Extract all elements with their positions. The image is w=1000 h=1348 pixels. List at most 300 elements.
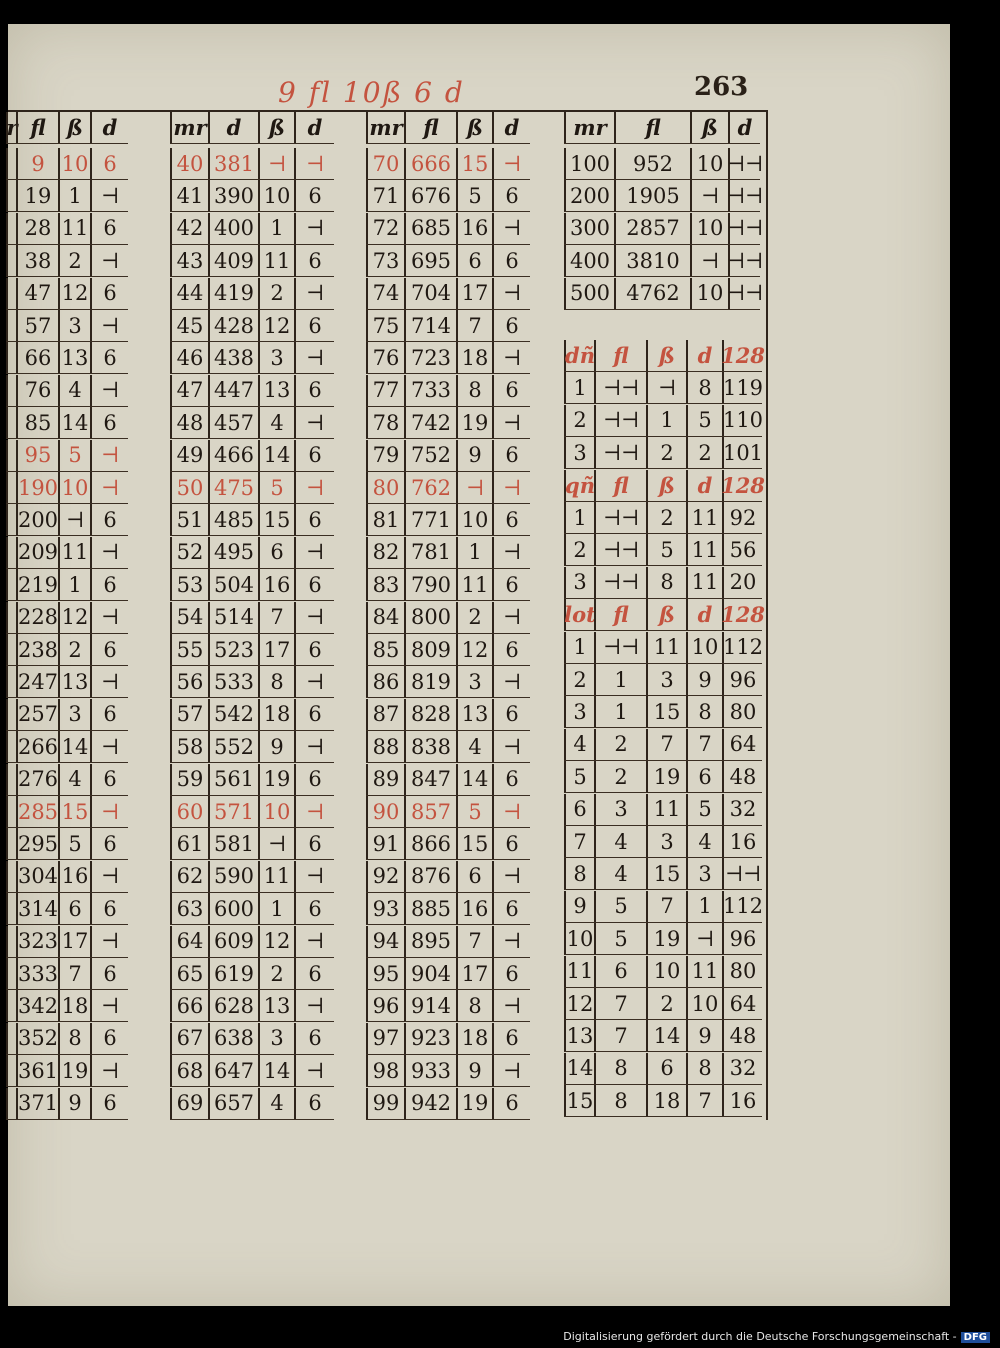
table-row: [6, 602, 128, 634]
table-cell: 500: [564, 278, 614, 309]
table-cell: 100: [564, 148, 614, 179]
table-cell: ⊣: [294, 731, 334, 762]
table-cell: 46: [170, 342, 208, 373]
table-row: [170, 245, 334, 277]
table-cell: 504: [208, 569, 258, 600]
table-cell: 14: [564, 1053, 594, 1084]
table-cell: 914: [404, 990, 456, 1021]
table-cell: 6: [294, 504, 334, 535]
table-cell: 6: [90, 699, 128, 730]
table-row: [6, 861, 128, 893]
table-cell: 857: [404, 796, 456, 827]
table-cell: 14: [456, 764, 492, 795]
table-cell: 8: [686, 696, 722, 727]
table-cell: 13: [258, 375, 294, 406]
table-cell: 15: [564, 1085, 594, 1116]
table-cell: 1: [594, 664, 646, 695]
table-cell: 10: [456, 504, 492, 535]
table-cell: 1: [58, 180, 90, 211]
table-row: [170, 699, 334, 731]
table-cell: 8: [686, 1053, 722, 1084]
footer-credit: [563, 1330, 990, 1343]
table-cell: 9: [16, 148, 58, 179]
table-cell: ⊣: [492, 602, 530, 633]
table-cell: 66: [170, 990, 208, 1021]
table-cell: ⊣: [90, 602, 128, 633]
table-cell: 6: [90, 1023, 128, 1054]
table-cell: 933: [404, 1055, 456, 1086]
table-row: [170, 440, 334, 472]
table-cell: ⊣: [294, 666, 334, 697]
table-cell: 666: [404, 148, 456, 179]
table-cell: ⊣: [90, 245, 128, 276]
table-cell: 1: [58, 569, 90, 600]
table-cell: 62: [170, 861, 208, 892]
table-cell: 19: [58, 1055, 90, 1086]
table-row: [366, 213, 530, 245]
table-cell: 66: [16, 342, 58, 373]
table-cell: 83: [366, 569, 404, 600]
table-row: [564, 696, 762, 728]
table-cell: 10: [686, 632, 722, 663]
table-cell: 8: [564, 858, 594, 889]
table-cell: 56: [722, 534, 762, 565]
table-cell: ⊣: [90, 472, 128, 503]
table-cell: 10: [258, 180, 294, 211]
table-cell: 600: [208, 893, 258, 924]
table-cell: 352: [16, 1023, 58, 1054]
table-row: [564, 1020, 762, 1052]
table-cell: 400: [208, 213, 258, 244]
table-cell: 10: [58, 472, 90, 503]
table-cell: 12: [258, 310, 294, 341]
table-cell: [6, 1055, 16, 1086]
table-cell: 2: [258, 958, 294, 989]
table-cell: 13: [456, 699, 492, 730]
table-cell: 7: [58, 958, 90, 989]
table-cell: d: [728, 112, 760, 143]
table-row: [170, 796, 334, 828]
table-cell: 219: [16, 569, 58, 600]
table-cell: 3: [258, 342, 294, 373]
table-cell: ⊣: [258, 148, 294, 179]
table-cell: 85: [366, 634, 404, 665]
table-cell: 314: [16, 893, 58, 924]
table-row: [366, 926, 530, 958]
table-cell: 7: [564, 826, 594, 857]
table-cell: 790: [404, 569, 456, 600]
table-cell: 9: [686, 664, 722, 695]
table-cell: 447: [208, 375, 258, 406]
table-cell: 4: [58, 375, 90, 406]
table-cell: ⊣: [58, 504, 90, 535]
table-cell: ⊣: [90, 861, 128, 892]
table-row: [170, 310, 334, 342]
column-header: [366, 112, 530, 144]
table-cell: 8: [594, 1053, 646, 1084]
table-cell: 5: [258, 472, 294, 503]
table-row: [170, 1088, 334, 1120]
table-row: [6, 634, 128, 666]
table-cell: r: [6, 112, 16, 143]
table-cell: 59: [170, 764, 208, 795]
table-row: [170, 148, 334, 180]
table-row: [366, 1023, 530, 1055]
table-cell: 1: [594, 696, 646, 727]
table-row: [564, 148, 764, 180]
table-cell: ⊣: [492, 731, 530, 762]
table-cell: 6: [646, 1053, 686, 1084]
table-cell: 2857: [614, 213, 690, 244]
table-cell: ⊣: [90, 537, 128, 568]
table-cell: 609: [208, 926, 258, 957]
table-cell: 885: [404, 893, 456, 924]
table-cell: ß: [456, 112, 492, 143]
table-cell: 542: [208, 699, 258, 730]
table-cell: 44: [170, 278, 208, 309]
table-cell: ⊣: [294, 990, 334, 1021]
table-cell: qñ: [564, 470, 594, 501]
table-cell: 18: [456, 1023, 492, 1054]
table-cell: 628: [208, 990, 258, 1021]
table-cell: 428: [208, 310, 258, 341]
table-cell: 333: [16, 958, 58, 989]
table-row: [564, 437, 762, 469]
table-cell: ⊣: [690, 180, 728, 211]
table-cell: ⊣: [294, 861, 334, 892]
table-cell: d: [686, 599, 722, 630]
table-cell: 7: [646, 729, 686, 760]
table-cell: 68: [170, 1055, 208, 1086]
table-cell: 4: [258, 407, 294, 438]
table-cell: 70: [366, 148, 404, 179]
table-cell: 6: [492, 245, 530, 276]
table-cell: 48: [722, 761, 762, 792]
table-row: [366, 893, 530, 925]
table-cell: [6, 602, 16, 633]
table-cell: [6, 990, 16, 1021]
table-row: [564, 213, 764, 245]
table-cell: 952: [614, 148, 690, 179]
table-cell: 53: [170, 569, 208, 600]
table-cell: 495: [208, 537, 258, 568]
table-cell: 6: [492, 699, 530, 730]
table-cell: 7: [594, 1020, 646, 1051]
table-cell: 11: [564, 956, 594, 987]
table-cell: ⊣: [258, 828, 294, 859]
table-cell: 18: [646, 1085, 686, 1116]
table-cell: ⊣: [294, 278, 334, 309]
table-cell: ⊣⊣: [728, 148, 760, 179]
table-cell: 88: [366, 731, 404, 762]
table-cell: ⊣: [90, 310, 128, 341]
table-cell: 200: [564, 180, 614, 211]
table-row: [564, 534, 762, 566]
table-row: [170, 958, 334, 990]
table-cell: 41: [170, 180, 208, 211]
table-cell: 11: [686, 502, 722, 533]
table-cell: ⊣: [90, 180, 128, 211]
table-cell: ⊣: [492, 407, 530, 438]
table-cell: ⊣⊣: [594, 502, 646, 533]
table-cell: 533: [208, 666, 258, 697]
table-cell: 82: [366, 537, 404, 568]
table-cell: 1: [258, 213, 294, 244]
table-cell: 723: [404, 342, 456, 373]
table-cell: 99: [366, 1088, 404, 1119]
table-cell: 6: [90, 828, 128, 859]
table-cell: 5: [686, 794, 722, 825]
table-cell: 3: [456, 666, 492, 697]
table-cell: 6: [492, 764, 530, 795]
table-cell: 6: [492, 504, 530, 535]
table-cell: 6: [294, 569, 334, 600]
table-cell: [6, 472, 16, 503]
table-cell: 923: [404, 1023, 456, 1054]
table-row: [170, 472, 334, 504]
table-cell: 819: [404, 666, 456, 697]
table-cell: 466: [208, 440, 258, 471]
table-cell: lot: [564, 599, 594, 630]
table-cell: 390: [208, 180, 258, 211]
table-cell: 14: [258, 1055, 294, 1086]
table-row: [6, 375, 128, 407]
table-cell: 847: [404, 764, 456, 795]
table-cell: 16: [722, 826, 762, 857]
table-cell: [6, 861, 16, 892]
table-cell: 11: [58, 537, 90, 568]
table-cell: [6, 796, 16, 827]
table-cell: 6: [90, 569, 128, 600]
table-cell: 6: [294, 893, 334, 924]
table-cell: 285: [16, 796, 58, 827]
table-cell: [6, 148, 16, 179]
table-row: [6, 569, 128, 601]
table-cell: 28: [16, 213, 58, 244]
table-cell: 6: [294, 828, 334, 859]
table-row: [564, 729, 762, 761]
table-cell: 17: [456, 278, 492, 309]
table-cell: 6: [492, 440, 530, 471]
table-cell: ⊣: [90, 375, 128, 406]
table-cell: 10: [564, 923, 594, 954]
table-cell: ⊣⊣: [728, 213, 760, 244]
table-cell: 51: [170, 504, 208, 535]
table-cell: 55: [170, 634, 208, 665]
table-cell: 190: [16, 472, 58, 503]
table-row: [6, 731, 128, 763]
table-cell: 17: [258, 634, 294, 665]
table-cell: 10: [690, 278, 728, 309]
table-cell: 15: [646, 858, 686, 889]
table-row: [6, 958, 128, 990]
table-cell: mr: [366, 112, 404, 143]
table-row: [170, 180, 334, 212]
table-cell: 86: [366, 666, 404, 697]
table-cell: 128: [722, 470, 762, 501]
table-cell: 6: [294, 375, 334, 406]
table-cell: d: [294, 112, 334, 143]
column-header: [564, 112, 760, 144]
table-row: [366, 1055, 530, 1087]
table-cell: 4762: [614, 278, 690, 309]
table-cell: 61: [170, 828, 208, 859]
table-cell: mr: [170, 112, 208, 143]
table-cell: 5: [646, 534, 686, 565]
table-cell: 57: [16, 310, 58, 341]
table-cell: 97: [366, 1023, 404, 1054]
table-cell: [6, 1023, 16, 1054]
table-cell: ⊣: [492, 666, 530, 697]
table-cell: 866: [404, 828, 456, 859]
table-cell: 6: [294, 1088, 334, 1119]
table-cell: 752: [404, 440, 456, 471]
table-row: [6, 148, 128, 180]
table-cell: 4: [686, 826, 722, 857]
footer-credit-text: Digitalisierung gefördert durch die Deutsche Forschungsgemeinschaft -: [563, 1330, 957, 1343]
table-cell: 4: [258, 1088, 294, 1119]
table-cell: ⊣⊣: [728, 180, 760, 211]
table-cell: 3: [646, 826, 686, 857]
table-cell: 32: [722, 1053, 762, 1084]
table-cell: 638: [208, 1023, 258, 1054]
table-row: [170, 1055, 334, 1087]
table-cell: 74: [366, 278, 404, 309]
table-cell: 11: [686, 956, 722, 987]
table-cell: 15: [58, 796, 90, 827]
table-cell: [6, 440, 16, 471]
table-cell: 11: [646, 632, 686, 663]
table-cell: ⊣⊣: [594, 632, 646, 663]
head-rule: [8, 110, 768, 112]
table-cell: 32: [722, 794, 762, 825]
table-cell: 6: [492, 893, 530, 924]
table-row: [564, 988, 762, 1020]
table-cell: 5: [594, 923, 646, 954]
table-cell: [6, 504, 16, 535]
table-row: [564, 372, 762, 404]
table-cell: 69: [170, 1088, 208, 1119]
table-cell: 19: [456, 407, 492, 438]
table-cell: 12: [564, 988, 594, 1019]
table-cell: 10: [690, 213, 728, 244]
table-cell: 64: [722, 988, 762, 1019]
table-cell: ⊣⊣: [594, 437, 646, 468]
table-cell: [6, 569, 16, 600]
table-cell: 19: [646, 923, 686, 954]
table-cell: 295: [16, 828, 58, 859]
table-cell: 72: [366, 213, 404, 244]
table-cell: 12: [258, 926, 294, 957]
table-cell: 4: [564, 729, 594, 760]
table-cell: 15: [456, 828, 492, 859]
table-cell: ⊣: [492, 213, 530, 244]
table-cell: 438: [208, 342, 258, 373]
table-cell: 6: [294, 699, 334, 730]
table-cell: 10: [646, 956, 686, 987]
table-row: [170, 278, 334, 310]
table-row: [366, 504, 530, 536]
table-row: [366, 958, 530, 990]
table-cell: 2: [646, 502, 686, 533]
table-row: [6, 764, 128, 796]
table-cell: 92: [722, 502, 762, 533]
table-cell: 71: [366, 180, 404, 211]
table-cell: 11: [686, 567, 722, 598]
table-cell: 6: [564, 794, 594, 825]
table-cell: ⊣: [294, 602, 334, 633]
table-cell: 5: [594, 891, 646, 922]
table-cell: 8: [58, 1023, 90, 1054]
table-cell: 266: [16, 731, 58, 762]
table-cell: 18: [456, 342, 492, 373]
table-row: [564, 278, 764, 310]
table-cell: 2: [646, 988, 686, 1019]
table-cell: ß: [646, 470, 686, 501]
table-cell: 89: [366, 764, 404, 795]
table-cell: 78: [366, 407, 404, 438]
table-cell: 7: [258, 602, 294, 633]
table-cell: ⊣: [492, 926, 530, 957]
table-cell: 647: [208, 1055, 258, 1086]
table-cell: ⊣: [690, 245, 728, 276]
table-row: [170, 375, 334, 407]
table-row: [170, 861, 334, 893]
table-cell: 80: [722, 956, 762, 987]
table-cell: ß: [690, 112, 728, 143]
table-cell: 73: [366, 245, 404, 276]
table-cell: 45: [170, 310, 208, 341]
table-row: [366, 569, 530, 601]
table-cell: 56: [170, 666, 208, 697]
table-cell: ⊣: [492, 796, 530, 827]
table-cell: 9: [456, 440, 492, 471]
table-cell: ⊣: [646, 372, 686, 403]
table-cell: 4: [456, 731, 492, 762]
table-cell: 10: [686, 988, 722, 1019]
table-cell: 96: [366, 990, 404, 1021]
table-cell: [6, 245, 16, 276]
table-cell: 6: [90, 634, 128, 665]
table-cell: 63: [170, 893, 208, 924]
page-number: 263: [694, 72, 749, 102]
table-cell: 19: [456, 1088, 492, 1119]
table-cell: 1905: [614, 180, 690, 211]
table-cell: 110: [722, 405, 762, 436]
table-row: [564, 923, 762, 955]
table-cell: 6: [294, 440, 334, 471]
table-cell: 8: [646, 567, 686, 598]
table-cell: 76: [16, 375, 58, 406]
table-cell: ⊣⊣: [594, 567, 646, 598]
table-cell: ⊣: [492, 278, 530, 309]
table-cell: 64: [722, 729, 762, 760]
table-cell: 42: [170, 213, 208, 244]
table-cell: 18: [58, 990, 90, 1021]
table-cell: 18: [258, 699, 294, 730]
table-cell: 619: [208, 958, 258, 989]
table-cell: 11: [258, 861, 294, 892]
table-cell: 4: [594, 858, 646, 889]
table-cell: 14: [58, 407, 90, 438]
section-header: [564, 599, 765, 631]
table-cell: [6, 278, 16, 309]
table-cell: 9: [58, 1088, 90, 1119]
table-cell: 3: [686, 858, 722, 889]
table-row: [6, 342, 128, 374]
table-cell: 676: [404, 180, 456, 211]
table-cell: 85: [16, 407, 58, 438]
